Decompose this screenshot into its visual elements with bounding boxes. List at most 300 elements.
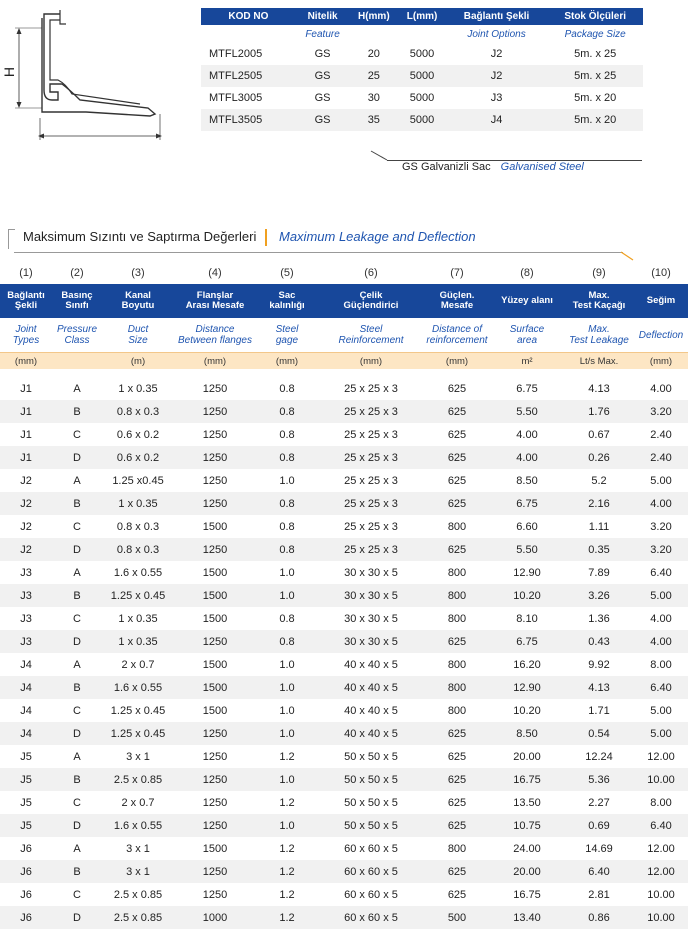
table-cell: 12.90	[513, 566, 541, 579]
table-cell: 50 x 50 x 5	[344, 750, 398, 763]
table-cell: J1	[0, 400, 52, 423]
product-cell: 35	[349, 109, 398, 131]
table-cell: 1250	[202, 750, 228, 763]
table-cell: 4.00	[650, 382, 672, 395]
table-cell: 1500	[202, 658, 228, 671]
table-cell: 1.0	[256, 768, 318, 791]
header-line: reinforcement	[426, 335, 488, 346]
column-number: (2)	[70, 267, 84, 279]
table-cell: 3.20	[634, 538, 688, 561]
unit-cell: (mm)	[174, 353, 256, 370]
table-cell: 625	[447, 382, 467, 395]
product-cell: J3	[490, 92, 503, 104]
table-cell: 1250	[174, 446, 256, 469]
material-note-tr: GS Galvanizli Sac	[402, 161, 491, 173]
table-cell: 800	[447, 612, 467, 625]
header-row-tr	[0, 284, 688, 318]
table-cell: 1000	[174, 906, 256, 929]
table-cell: 1250	[174, 860, 256, 883]
table-cell: 625	[424, 492, 490, 515]
heading-divider	[265, 229, 267, 246]
table-cell: 0.86	[564, 906, 634, 929]
table-cell: 50 x 50 x 5	[318, 768, 424, 791]
table-cell: 625	[424, 446, 490, 469]
header-line: Max.	[588, 324, 610, 335]
section-heading	[8, 225, 675, 261]
header-line: Deflection	[638, 329, 684, 341]
header-line: Boyutu	[121, 300, 155, 311]
table-cell: 25 x 25 x 3	[344, 520, 398, 533]
product-cell: J2	[446, 65, 548, 87]
table-cell: 1.0	[256, 722, 318, 745]
table-cell: 2 x 0.7	[121, 658, 155, 671]
table-cell: D	[52, 814, 102, 837]
table-cell: 1 x 0.35	[102, 630, 174, 653]
table-cell: 4.00	[650, 612, 672, 625]
header-line: Güçlen.	[439, 290, 475, 301]
header-line: Max.	[588, 290, 610, 301]
table-cell: 20.00	[490, 860, 564, 883]
product-row	[201, 43, 643, 65]
table-cell: 60 x 60 x 5	[318, 860, 424, 883]
table-cell: 2.5 x 0.85	[102, 906, 174, 929]
table-cell: 16.20	[513, 658, 541, 671]
table-cell: 8.10	[516, 612, 538, 625]
table-cell: 1.0	[279, 566, 295, 579]
table-cell: 10.20	[513, 704, 541, 717]
table-cell: 1.2	[279, 888, 295, 901]
product-cell: J4	[446, 109, 548, 131]
table-cell: J6	[20, 888, 32, 901]
header-line: Class	[64, 335, 90, 346]
column-number: (8)	[520, 267, 534, 279]
table-cell: 800	[447, 566, 467, 579]
column-header-tr	[424, 284, 490, 318]
header-line: Size	[128, 335, 148, 346]
table-cell: 6.40	[634, 814, 688, 837]
col-header-package: Stok Ölçüleri	[547, 8, 643, 25]
table-cell: C	[73, 888, 81, 901]
product-cell: 20	[367, 48, 380, 60]
column-header-en	[0, 318, 52, 353]
column-number-row	[0, 262, 688, 284]
heading-underline-tail	[621, 252, 635, 261]
table-cell: 8.50	[516, 474, 538, 487]
table-cell: 1.0	[279, 658, 295, 671]
column-header-tr	[102, 284, 174, 318]
table-cell: 1250	[202, 474, 228, 487]
table-cell: 0.8 x 0.3	[102, 538, 174, 561]
table-cell: 2.16	[564, 492, 634, 515]
table-cell: 9.92	[588, 658, 610, 671]
table-cell: 1.2	[279, 750, 295, 763]
table-cell: J5	[20, 750, 32, 763]
table-cell: 60 x 60 x 5	[344, 842, 398, 855]
table-cell: 6.60	[516, 520, 538, 533]
table-cell: 1500	[202, 566, 228, 579]
table-cell: 6.75	[490, 492, 564, 515]
header-line: Distance	[195, 324, 235, 335]
table-cell: 1250	[202, 888, 228, 901]
product-cell: 5000	[398, 65, 445, 87]
table-cell: J4	[0, 722, 52, 745]
table-row	[0, 745, 688, 768]
table-cell: 13.50	[513, 796, 541, 809]
table-cell: 4.00	[516, 428, 538, 441]
material-note-en: Galvanised Steel	[500, 161, 584, 173]
col-header-joint: Bağlantı Şekli	[446, 8, 548, 25]
table-cell: J3	[20, 566, 32, 579]
product-cell: 5m. x 20	[574, 92, 617, 104]
table-cell: 1.0	[256, 584, 318, 607]
column-header-en	[490, 318, 564, 353]
column-number: (6)	[364, 267, 378, 279]
table-cell: 7.89	[588, 566, 610, 579]
table-cell: 0.67	[588, 428, 610, 441]
table-cell: J2	[20, 520, 32, 533]
table-row	[0, 814, 688, 837]
table-cell: 2.27	[588, 796, 610, 809]
table-cell: 1250	[174, 768, 256, 791]
table-cell: D	[52, 538, 102, 561]
col-header-code: KOD NO	[201, 8, 296, 25]
table-cell: 2.5 x 0.85	[113, 888, 163, 901]
table-row	[0, 515, 688, 538]
table-cell: 1.25 x 0.45	[110, 704, 166, 717]
table-cell: B	[52, 584, 102, 607]
header-line: Reinforcement	[338, 335, 404, 346]
table-cell: 0.8	[256, 492, 318, 515]
table-cell: 1500	[202, 520, 228, 533]
header-line: Kanal	[125, 290, 151, 301]
table-cell: 12.24	[585, 750, 613, 763]
leakage-deflection-table	[0, 262, 688, 929]
table-cell: 625	[447, 888, 467, 901]
product-table-header-en	[201, 25, 643, 43]
height-dimension-label: H	[1, 66, 17, 78]
product-table-header-tr	[201, 8, 643, 25]
table-cell: 30 x 30 x 5	[344, 612, 398, 625]
table-cell: 1.0	[256, 676, 318, 699]
table-cell: J6	[0, 906, 52, 929]
col-header-en	[398, 25, 445, 43]
table-cell: C	[73, 704, 81, 717]
table-cell: 12.00	[647, 842, 675, 855]
table-cell: 1.0	[256, 814, 318, 837]
product-row	[201, 87, 643, 109]
table-cell: 8.50	[490, 722, 564, 745]
table-cell: 14.69	[585, 842, 613, 855]
table-cell: 16.75	[513, 888, 541, 901]
product-cell: GS	[296, 65, 349, 87]
table-cell: 625	[424, 722, 490, 745]
table-cell: J5	[0, 768, 52, 791]
table-cell: J4	[20, 704, 32, 717]
table-cell: 4.13	[588, 382, 610, 395]
header-line: Sac	[278, 290, 296, 301]
table-cell: D	[52, 722, 102, 745]
table-cell: 10.00	[634, 906, 688, 929]
header-line: Seğim	[646, 295, 676, 306]
column-header-en	[318, 318, 424, 353]
column-number: (7)	[450, 267, 464, 279]
product-cell: 30	[367, 92, 380, 104]
table-cell: A	[73, 658, 81, 671]
column-header-tr	[0, 284, 52, 318]
table-cell: J3	[0, 584, 52, 607]
table-cell: D	[52, 446, 102, 469]
table-row	[0, 538, 688, 561]
table-cell: 16.75	[490, 768, 564, 791]
header-line: Test Leakage	[569, 335, 629, 346]
table-cell: 1.2	[256, 860, 318, 883]
product-cell: MTFL2505	[201, 65, 296, 87]
column-header-tr	[490, 284, 564, 318]
table-cell: 0.8	[279, 612, 295, 625]
table-cell: 6.40	[634, 676, 688, 699]
header-line: Arası Mesafe	[185, 300, 245, 311]
table-cell: 1250	[174, 630, 256, 653]
table-row	[0, 584, 688, 607]
header-line: gage	[275, 335, 299, 346]
table-cell: J2	[20, 474, 32, 487]
header-line: Between flanges	[178, 335, 252, 346]
table-cell: 0.6 x 0.2	[102, 446, 174, 469]
table-cell: 625	[447, 796, 467, 809]
header-line: Steel	[359, 324, 383, 335]
header-line: Mesafe	[440, 300, 474, 311]
table-cell: J4	[0, 676, 52, 699]
table-cell: 625	[424, 630, 490, 653]
table-cell: 30 x 30 x 5	[344, 566, 398, 579]
unit-cell: Lt/s Max.	[564, 353, 634, 370]
table-row	[0, 837, 688, 860]
table-cell: 1.25 x0.45	[112, 474, 164, 487]
table-cell: C	[73, 520, 81, 533]
table-cell: 3 x 1	[126, 750, 150, 763]
table-cell: 50 x 50 x 5	[344, 796, 398, 809]
column-header-en	[52, 318, 102, 353]
table-cell: 1 x 0.35	[118, 382, 158, 395]
table-cell: 800	[424, 584, 490, 607]
table-cell: 0.26	[564, 446, 634, 469]
table-cell: 2.81	[588, 888, 610, 901]
header-line: Distance of	[431, 324, 483, 335]
spacer-row	[0, 369, 688, 377]
table-cell: J1	[20, 382, 32, 395]
table-cell: 2.5 x 0.85	[102, 768, 174, 791]
table-cell: 0.8	[256, 538, 318, 561]
header-line: Çelik	[359, 290, 383, 301]
header-line: Pressure	[56, 324, 97, 335]
table-cell: 30 x 30 x 5	[318, 630, 424, 653]
table-cell: 625	[424, 538, 490, 561]
column-number: (3)	[131, 267, 145, 279]
header-row-en	[0, 318, 688, 353]
table-cell: D	[52, 630, 102, 653]
table-cell: 4.00	[634, 492, 688, 515]
column-number: (9)	[592, 267, 606, 279]
table-cell: 0.8	[256, 446, 318, 469]
table-cell: 12.00	[647, 750, 675, 763]
table-cell: 1.25 x 0.45	[102, 722, 174, 745]
col-header-length: L(mm)	[398, 8, 445, 25]
product-row	[201, 65, 643, 87]
table-row	[0, 860, 688, 883]
table-cell: C	[73, 612, 81, 625]
product-row	[201, 109, 643, 131]
table-cell: B	[52, 676, 102, 699]
table-cell: 0.43	[564, 630, 634, 653]
table-cell: 4.00	[490, 446, 564, 469]
table-cell: A	[73, 474, 81, 487]
table-cell: 20.00	[513, 750, 541, 763]
table-cell: 6.75	[490, 630, 564, 653]
header-line: Surface	[509, 324, 545, 335]
table-cell: 6.75	[516, 382, 538, 395]
table-cell: 1.11	[588, 520, 610, 533]
product-cell: 5m. x 25	[547, 65, 643, 87]
table-cell: 1250	[174, 538, 256, 561]
table-cell: 1500	[202, 842, 228, 855]
table-cell: J2	[0, 492, 52, 515]
table-cell: 10.75	[490, 814, 564, 837]
table-cell: 0.69	[564, 814, 634, 837]
table-cell: 0.8	[279, 382, 295, 395]
table-cell: C	[73, 428, 81, 441]
column-number: (4)	[208, 267, 222, 279]
table-cell: A	[73, 750, 81, 763]
product-cell: GS	[314, 48, 331, 60]
table-row	[0, 377, 688, 400]
table-row	[0, 492, 688, 515]
table-cell: 5.50	[490, 538, 564, 561]
column-number: (10)	[651, 267, 671, 279]
table-cell: 1.6 x 0.55	[102, 676, 174, 699]
table-row	[0, 446, 688, 469]
col-header-en	[201, 25, 296, 43]
table-cell: 2 x 0.7	[121, 796, 155, 809]
table-cell: 1250	[174, 814, 256, 837]
header-line: Joint	[15, 324, 37, 335]
table-cell: 40 x 40 x 5	[344, 704, 398, 717]
table-cell: A	[73, 842, 81, 855]
table-cell: 12.00	[634, 860, 688, 883]
col-header-en: Feature	[305, 28, 340, 40]
table-cell: 8.00	[650, 796, 672, 809]
product-cell: 5000	[398, 109, 445, 131]
table-cell: 625	[447, 474, 467, 487]
product-cell: 25	[349, 65, 398, 87]
table-row	[0, 653, 688, 676]
table-cell: 1.2	[279, 796, 295, 809]
table-cell: 40 x 40 x 5	[318, 722, 424, 745]
table-cell: 5.36	[564, 768, 634, 791]
table-cell: J5	[20, 796, 32, 809]
table-cell: 5.2	[591, 474, 607, 487]
column-number: (5)	[280, 267, 294, 279]
table-row	[0, 630, 688, 653]
table-cell: A	[73, 566, 81, 579]
table-cell: J2	[0, 538, 52, 561]
table-cell: 25 x 25 x 3	[318, 538, 424, 561]
table-cell: 1250	[174, 400, 256, 423]
table-cell: 0.35	[564, 538, 634, 561]
table-cell: 1500	[174, 584, 256, 607]
table-cell: 0.8	[256, 630, 318, 653]
table-cell: B	[52, 860, 102, 883]
table-cell: 6.40	[564, 860, 634, 883]
table-cell: 40 x 40 x 5	[318, 676, 424, 699]
product-cell: J2	[490, 48, 503, 60]
product-cell: 5000	[409, 48, 435, 60]
table-cell: 1500	[202, 704, 228, 717]
table-cell: 60 x 60 x 5	[344, 888, 398, 901]
header-line: Types	[12, 335, 40, 346]
section-title-en: Maximum Leakage and Deflection	[279, 229, 476, 244]
table-cell: 1250	[202, 796, 228, 809]
table-cell: 1.76	[564, 400, 634, 423]
product-cell: GS	[314, 92, 331, 104]
table-cell: 1.36	[588, 612, 610, 625]
table-cell: C	[73, 796, 81, 809]
table-cell: 1250	[174, 492, 256, 515]
table-cell: 625	[447, 750, 467, 763]
heading-underline	[14, 252, 623, 253]
table-cell: 8.00	[650, 658, 672, 671]
table-cell: 24.00	[513, 842, 541, 855]
header-line: Flanşlar	[196, 290, 234, 301]
unit-cell: (mm)	[0, 353, 52, 370]
table-cell: 625	[424, 768, 490, 791]
table-cell: 500	[424, 906, 490, 929]
table-cell: 1 x 0.35	[118, 612, 158, 625]
table-cell: 60 x 60 x 5	[318, 906, 424, 929]
table-cell: D	[52, 906, 102, 929]
section-title-tr: Maksimum Sızıntı ve Saptırma Değerleri	[23, 229, 257, 244]
table-row	[0, 768, 688, 791]
header-line: Duct	[127, 324, 149, 335]
column-header-en	[174, 318, 256, 353]
table-cell: 5.50	[490, 400, 564, 423]
table-cell: 1.6 x 0.55	[113, 566, 163, 579]
column-header-tr	[318, 284, 424, 318]
column-header-tr	[256, 284, 318, 318]
table-row	[0, 469, 688, 492]
table-cell: B	[52, 400, 102, 423]
table-cell: 4.00	[634, 630, 688, 653]
table-row	[0, 423, 688, 446]
table-cell: 1.71	[588, 704, 610, 717]
table-cell: 0.54	[564, 722, 634, 745]
unit-cell: m²	[490, 353, 564, 370]
table-cell: 5.00	[650, 474, 672, 487]
unit-cell: (mm)	[634, 353, 688, 370]
table-cell: J1	[20, 428, 32, 441]
product-cell: 5m. x 20	[547, 109, 643, 131]
table-cell: J6	[20, 842, 32, 855]
unit-cell: (m)	[102, 353, 174, 370]
table-row	[0, 676, 688, 699]
header-line: area	[516, 335, 537, 346]
col-header-en	[349, 25, 398, 43]
table-cell: 625	[424, 400, 490, 423]
table-cell: 25 x 25 x 3	[318, 492, 424, 515]
table-cell: 3.26	[564, 584, 634, 607]
table-row	[0, 561, 688, 584]
header-line: kalınlığı	[269, 300, 305, 311]
col-header-height: H(mm)	[349, 8, 398, 25]
